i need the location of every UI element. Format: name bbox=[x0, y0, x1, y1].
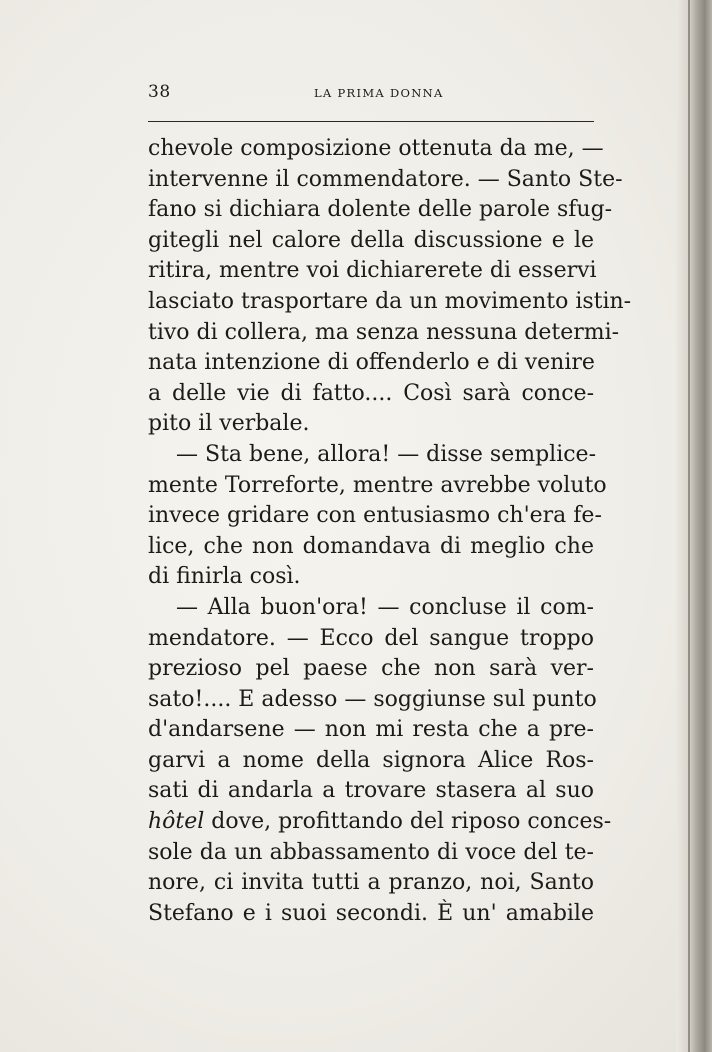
text-line: Stefano e i suoi secondi. È un' amabile bbox=[148, 900, 594, 926]
text-line: ritira, mentre voi dichiarerete di esservi bbox=[148, 258, 597, 284]
text-line: di finirla così. bbox=[148, 564, 301, 590]
text-line: gitegli nel calore della discussione e le bbox=[148, 227, 594, 253]
page-header bbox=[148, 82, 594, 106]
text-line: nore, ci invita tutti a pranzo, noi, Santo bbox=[148, 870, 594, 896]
text-fragment: dove, profittando del riposo conces- bbox=[204, 809, 612, 835]
text-line: prezioso pel paese che non sarà ver- bbox=[148, 656, 594, 682]
spine-edge-line bbox=[688, 0, 690, 1052]
text-line: lice, che non domandava di meglio che bbox=[148, 533, 594, 559]
running-title: LA PRIMA DONNA bbox=[314, 86, 444, 100]
text-line: invece gridare con entusiasmo ch'era fe- bbox=[148, 503, 602, 529]
text-line: a delle vie di fatto.... Così sarà conce- bbox=[148, 380, 594, 406]
text-line: mente Torreforte, mentre avrebbe voluto bbox=[148, 472, 607, 498]
text-line: chevole composizione ottenuta da me, — bbox=[148, 136, 604, 161]
text-line: tivo di collera, ma senza nessuna determi- bbox=[148, 319, 620, 345]
text-line bbox=[148, 807, 612, 838]
header-rule bbox=[148, 121, 594, 122]
text-line: pito il verbale. bbox=[148, 411, 310, 437]
italic-word: hôtel bbox=[148, 809, 205, 835]
text-line: garvi a nome della signora Alice Ros- bbox=[148, 747, 594, 773]
text-line: nata intenzione di offenderlo e di venire bbox=[148, 350, 595, 376]
text-line: sato!.... E adesso — soggiunse sul punto bbox=[148, 686, 597, 712]
text-line: fano si dichiara dolente delle parole sfug- bbox=[148, 197, 613, 223]
book-spine-shadow bbox=[676, 0, 712, 1052]
text-line: lasciato trasportare da un movimento istin- bbox=[148, 288, 632, 314]
text-line: — Sta bene, allora! — disse semplice- bbox=[176, 441, 596, 467]
text-line: d'andarsene — non mi resta che a pre- bbox=[148, 717, 594, 743]
text-line: — Alla buon'ora! — concluse il com- bbox=[176, 594, 594, 620]
text-line: sole da un abbassamento di voce del te- bbox=[148, 839, 594, 865]
text-line: mendatore. — Ecco del sangue troppo bbox=[148, 625, 594, 651]
body-text bbox=[148, 134, 632, 929]
text-line: intervenne il commendatore. — Santo Ste- bbox=[148, 166, 623, 192]
page-number: 38 bbox=[148, 82, 171, 102]
text-line: sati di andarla a trovare stasera al suo bbox=[148, 778, 594, 804]
